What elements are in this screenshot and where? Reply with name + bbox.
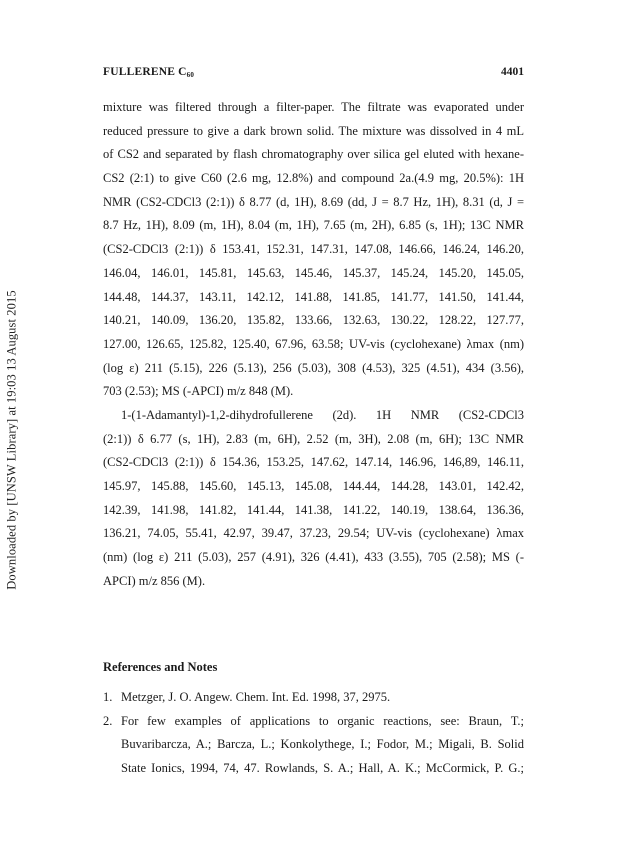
references-list: [103, 686, 524, 781]
download-watermark-text: Downloaded by [UNSW Library] at 19:03 13 August 2015: [4, 290, 19, 590]
text-line: (2:1)) δ 6.77 (s, 1H), 2.83 (m, 6H), 2.52 (m, 3H), 2.08 (m, 6H); 13C NMR: [103, 431, 524, 446]
text-line: 142.39, 141.98, 141.82, 141.44, 141.38, 141.22, 140.19, 138.64, 136.36,: [103, 502, 524, 517]
text-line: 146.04, 146.01, 145.81, 145.63, 145.46, 145.37, 145.24, 145.20, 145.05,: [103, 265, 524, 280]
text-line: mixture was filtered through a filter-paper. The filtrate was evaporated under: [103, 100, 524, 114]
text-line: (CS2-CDCl3 (2:1)) δ 154.36, 153.25, 147.62, 147.14, 146.96, 146,89, 146.11,: [103, 455, 524, 470]
reference-text: State Ionics, 1994, 74, 47. Rowlands, S. A.; Hall, A. K.; McCormick, P. G.;: [121, 761, 524, 776]
download-watermark: [4, 270, 20, 610]
reference-number: 1.: [103, 690, 113, 704]
running-header: [103, 66, 524, 84]
text-line: of CS2 and separated by flash chromatography over silica gel eluted with hexane-: [103, 147, 524, 162]
text-line: 703 (2.53); MS (-APCI) m/z 848 (M).: [103, 384, 294, 399]
compound-2d-heading-line: 1-(1-Adamantyl)-1,2-dihydrofullerene (2d). 1H NMR (CS2-CDCl3: [121, 407, 524, 422]
reference-text: For few examples of applications to organic reactions, see: Braun, T.;: [121, 713, 524, 728]
reference-item: [103, 710, 524, 734]
body-text: [103, 96, 524, 593]
text-line: 144.48, 144.37, 143.11, 142.12, 141.88, 141.85, 141.77, 141.50, 141.44,: [103, 289, 524, 304]
text-line: CS2 (2:1) to give C60 (2.6 mg, 12.8%) and compound 2a.(4.9 mg, 20.5%): 1H: [103, 171, 524, 186]
text-line: NMR (CS2-CDCl3 (2:1)) δ 8.77 (d, 1H), 8.69 (dd, J = 8.7 Hz, 1H), 8.31 (d, J =: [103, 194, 524, 209]
references-heading: References and Notes: [103, 660, 218, 674]
text-line: 8.7 Hz, 1H), 8.09 (m, 1H), 8.04 (m, 1H), 7.65 (m, 2H), 6.85 (s, 1H); 13C NMR: [103, 218, 524, 233]
text-line: reduced pressure to give a dark brown solid. The mixture was dissolved in 4 mL: [103, 123, 524, 138]
text-line: 136.21, 74.05, 55.41, 42.97, 39.47, 37.23, 29.54; UV-vis (cyclohexane) λmax: [103, 526, 524, 541]
text-line: (log ε) 211 (5.15), 226 (5.13), 256 (5.03), 308 (4.53), 325 (4.51), 434 (3.56),: [103, 360, 524, 375]
reference-text: Metzger, J. O. Angew. Chem. Int. Ed. 1998, 37, 2975.: [121, 690, 391, 704]
text-line: 145.97, 145.88, 145.60, 145.13, 145.08, 144.44, 144.28, 143.01, 142.42,: [103, 479, 524, 493]
text-line: (CS2-CDCl3 (2:1)) δ 153.41, 152.31, 147.31, 147.08, 146.66, 146.24, 146.20,: [103, 242, 524, 257]
running-title: FULLERENE C60: [103, 66, 195, 79]
reference-item: [103, 686, 524, 710]
reference-number: 2.: [103, 713, 113, 728]
reference-text: Buvaribarcza, A.; Barcza, L.; Konkolythege, I.; Fodor, M.; Migali, B. Solid: [121, 737, 524, 752]
text-line: 127.00, 126.65, 125.82, 125.40, 67.96, 63.58; UV-vis (cyclohexane) λmax (nm): [103, 336, 524, 351]
text-line: 140.21, 140.09, 136.20, 135.82, 133.66, 132.63, 130.22, 128.22, 127.77,: [103, 313, 524, 328]
text-line: (nm) (log ε) 211 (5.03), 257 (4.91), 326 (4.41), 433 (3.55), 705 (2.58); MS (-: [103, 550, 524, 565]
page-number: 4401: [501, 66, 524, 78]
text-line: APCI) m/z 856 (M).: [103, 573, 206, 588]
